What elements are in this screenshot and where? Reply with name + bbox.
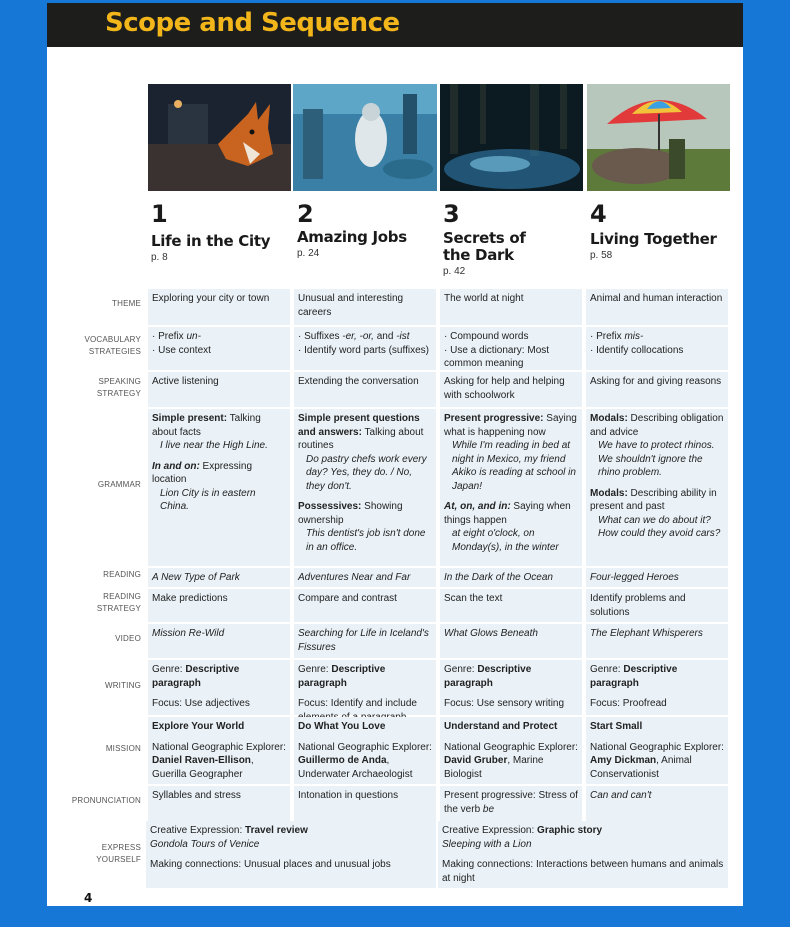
vocab-text: · Use a dictionary: Most common meaning	[444, 344, 550, 369]
row-label-reading-strategy	[47, 591, 141, 615]
grammar-point-title: Possessives:	[298, 501, 362, 512]
vocabulary-cell	[148, 327, 290, 370]
page-title: Scope and Sequence	[105, 8, 400, 38]
grammar-point-title: Modals:	[590, 487, 628, 499]
grammar-example: While I'm reading in bed at night in Mexico, my friend Akiko is reading at school in Japan!	[452, 440, 576, 492]
writing-genre: Descriptive paragraph	[152, 664, 240, 689]
theme-cell: Animal and human interaction	[586, 289, 728, 325]
grammar-point-title: At, on, and in:	[444, 501, 511, 512]
writing-genre-label: Genre:	[444, 664, 478, 675]
row-label-express-line-1: EXPRESS	[101, 843, 141, 852]
grammar-example: We shouldn't ignore the rhino problem.	[598, 453, 703, 478]
row-label-video: VIDEO	[115, 634, 141, 643]
writing-cell	[294, 660, 436, 715]
grammar-point-text: Saying when things happen	[444, 501, 571, 526]
mission-cell	[148, 717, 290, 784]
theme-cell: The world at night	[440, 289, 582, 325]
unit-1-title[interactable]: Life in the City	[151, 232, 271, 250]
pronunciation-cell	[440, 786, 582, 821]
mission-explorer-name: Daniel Raven-Ellison	[152, 755, 251, 766]
writing-focus: Focus: Use adjectives	[152, 698, 250, 709]
reading-strategy-cell: Scan the text	[440, 589, 582, 622]
writing-genre-label: Genre:	[590, 664, 624, 675]
row-label-vocabulary	[47, 334, 141, 358]
vocabulary-cell	[294, 327, 436, 370]
grammar-cell	[148, 409, 290, 566]
writing-genre-label: Genre:	[298, 664, 332, 675]
unit-2-title[interactable]: Amazing Jobs	[297, 228, 407, 246]
mission-cell	[586, 717, 728, 784]
grammar-point-text: Showing ownership	[298, 501, 403, 526]
grammar-point-title: In and on:	[152, 460, 200, 472]
unit-3-page: p. 42	[443, 266, 466, 277]
vocabulary-cell	[440, 327, 582, 370]
reading-strategy-cell: Make predictions	[148, 589, 290, 622]
grammar-cell	[294, 409, 436, 566]
making-connections: Making connections: Unusual places and unusual jobs	[150, 859, 391, 870]
making-connections: Making connections: Interactions between humans and animals at night	[442, 859, 724, 884]
unit-1-page: p. 8	[151, 252, 168, 263]
unit-2-number: 2	[297, 200, 314, 228]
unit-4-page: p. 58	[590, 250, 613, 261]
mission-title: Understand and Protect	[444, 721, 558, 732]
row-label-express-line-2: YOURSELF	[96, 855, 141, 864]
row-label-reading-strategy-line-1: READING	[103, 592, 141, 601]
grammar-point-text: Expressing location	[152, 460, 253, 485]
row-label-speaking-line-1: SPEAKING	[98, 377, 141, 386]
express-yourself-cell	[438, 821, 728, 888]
vocab-text: · Use context	[152, 344, 211, 356]
grammar-example: I live near the High Line.	[160, 440, 268, 451]
creative-expression-label: Creative Expression:	[442, 825, 538, 836]
reading-cell: Four-legged Heroes	[586, 568, 728, 587]
grammar-example: Lion City is in eastern China.	[160, 487, 256, 512]
writing-focus: Focus: Identify and include	[298, 698, 417, 709]
grammar-point-text: Describing obligation and advice	[590, 413, 724, 438]
grammar-point-title: Modals:	[590, 413, 628, 424]
mission-explorer-label: National Geographic Explorer:	[444, 741, 578, 753]
speaking-cell: Extending the conversation	[294, 372, 436, 407]
vocab-text: · Suffixes	[298, 331, 343, 342]
vocab-term: -ist	[396, 331, 410, 342]
row-label-speaking	[47, 376, 141, 400]
pronunciation-cell: Can and can't	[586, 786, 728, 821]
unit-3-title-line-2: the Dark	[443, 246, 514, 264]
pronunciation-cell: Intonation in questions	[294, 786, 436, 821]
unit-4-number: 4	[590, 200, 607, 228]
speaking-cell: Asking for and giving reasons	[586, 372, 728, 407]
vocab-text: · Prefix	[590, 331, 625, 342]
grammar-point-text: Talking about facts	[152, 413, 261, 438]
writing-cell	[586, 660, 728, 715]
mission-cell	[294, 717, 436, 784]
express-yourself-cell	[146, 821, 436, 888]
writing-focus: Focus: Use sensory writing	[444, 698, 565, 709]
grammar-point-title: Present progressive:	[444, 413, 544, 424]
grammar-example: at eight o'clock, on Monday(s), in the winter	[452, 528, 559, 553]
writing-genre: Descriptive paragraph	[298, 664, 386, 689]
row-label-mission: MISSION	[105, 744, 141, 753]
writing-genre: Descriptive paragraph	[444, 664, 532, 689]
unit-2-page: p. 24	[297, 248, 320, 259]
mission-explorer-name: Amy Dickman	[590, 755, 657, 766]
writing-focus: Focus: Proofread	[590, 698, 667, 709]
creative-expression-type: Travel review	[245, 825, 308, 836]
mission-title: Do What You Love	[298, 721, 386, 732]
row-label-vocabulary-line-1: VOCABULARY	[84, 335, 141, 344]
grammar-cell	[440, 409, 582, 566]
grammar-point-title: Simple present:	[152, 413, 228, 424]
reading-cell: In the Dark of the Ocean	[440, 568, 582, 587]
reading-cell: Adventures Near and Far	[294, 568, 436, 587]
mission-explorer-role: , Animal Conservationist	[590, 755, 692, 780]
writing-cell	[148, 660, 290, 715]
speaking-cell: Asking for help and helping with schoolwork	[440, 372, 582, 407]
mission-explorer-name: David Gruber	[444, 755, 508, 766]
reading-strategy-cell: Identify problems and solutions	[586, 589, 728, 622]
pronunciation-cell: Syllables and stress	[148, 786, 290, 821]
writing-genre: Descriptive paragraph	[590, 664, 678, 689]
video-cell[interactable]: Mission Re-Wild	[148, 624, 290, 658]
row-label-writing: WRITING	[104, 681, 141, 690]
row-label-speaking-line-2: STRATEGY	[96, 389, 141, 398]
row-label-express-yourself	[47, 842, 141, 866]
header-bar	[47, 3, 743, 47]
vocab-text: and	[373, 331, 397, 342]
creative-expression-label: Creative Expression:	[150, 825, 246, 836]
row-label-grammar: GRAMMAR	[97, 480, 141, 489]
row-label-theme: THEME	[112, 299, 141, 308]
speaking-cell: Active listening	[148, 372, 290, 407]
grammar-example: What can we do about it?	[598, 514, 711, 526]
creative-expression-title: Sleeping with a Lion	[442, 838, 532, 850]
vocab-term: -er, -or,	[342, 331, 374, 342]
writing-genre-label: Genre:	[152, 664, 186, 675]
row-label-pronunciation: PRONUNCIATION	[71, 796, 141, 805]
grammar-example: Do pastry chefs work every day? Yes, they do. / No, they don't.	[306, 453, 427, 492]
video-cell[interactable]: Searching for Life in Iceland's Fissures	[294, 624, 436, 658]
unit-1-number: 1	[151, 200, 168, 228]
unit-3-number: 3	[443, 200, 460, 228]
pronunciation-term: be	[482, 803, 495, 815]
rhino-umbrella-photo-icon	[587, 84, 730, 191]
scope-and-sequence-page	[47, 3, 743, 906]
reading-cell: A New Type of Park	[148, 568, 290, 587]
video-cell[interactable]: The Elephant Whisperers	[586, 624, 728, 658]
mission-explorer-role: , Guerilla Geographer	[152, 755, 254, 780]
unit-3-title[interactable]	[443, 230, 526, 264]
mission-title: Start Small	[590, 721, 643, 732]
row-label-vocabulary-line-2: STRATEGIES	[88, 347, 141, 356]
diver-aquarium-photo-icon	[293, 84, 437, 191]
creative-expression-type: Graphic story	[537, 825, 603, 836]
vocab-term: un-	[186, 331, 201, 342]
unit-3-title-line-1: Secrets of	[443, 229, 526, 247]
pronunciation-text: Present progressive: Stress of the verb	[444, 790, 578, 815]
reading-strategy-cell: Compare and contrast	[294, 589, 436, 622]
vocab-text: · Identify collocations	[590, 344, 684, 356]
mission-explorer-label: National Geographic Explorer:	[590, 741, 724, 753]
mission-explorer-name: Guillermo de Anda	[298, 755, 387, 766]
creative-expression-title: Gondola Tours of Venice	[150, 838, 260, 850]
row-label-reading: READING	[103, 570, 141, 579]
vocab-text: · Compound words	[444, 331, 529, 342]
vocabulary-cell	[586, 327, 728, 370]
grammar-point-text: Talking about routines	[298, 426, 424, 451]
grammar-point-text: Saying what is happening now	[444, 413, 577, 438]
theme-cell: Unusual and interesting careers	[294, 289, 436, 325]
mission-title: Explore Your World	[152, 721, 245, 732]
vocab-term: mis-	[624, 331, 644, 342]
grammar-point-title: Simple present questions and answers:	[298, 413, 420, 438]
mission-explorer-role: , Underwater Archaeologist	[298, 755, 413, 780]
grammar-cell	[586, 409, 728, 566]
row-label-reading-strategy-line-2: STRATEGY	[96, 604, 141, 613]
grammar-example: We have to protect rhinos.	[598, 440, 715, 451]
mission-explorer-label: National Geographic Explorer:	[298, 741, 432, 753]
glowing-forest-photo-icon	[440, 84, 583, 191]
grammar-example: How could they avoid cars?	[598, 528, 721, 539]
mission-explorer-role: , Marine Biologist	[444, 755, 544, 780]
video-cell[interactable]: What Glows Beneath	[440, 624, 582, 658]
grammar-point-text: Describing ability in present and past	[590, 487, 717, 512]
writing-cell	[440, 660, 582, 715]
page-number: 4	[84, 891, 93, 905]
mission-cell	[440, 717, 582, 784]
vocab-text: · Prefix	[152, 331, 187, 342]
unit-4-title[interactable]: Living Together	[590, 230, 717, 248]
vocab-text: · Identify word parts (suffixes)	[298, 344, 429, 356]
mission-explorer-label: National Geographic Explorer:	[152, 741, 286, 753]
fox-photo-icon	[148, 84, 291, 191]
grammar-example: This dentist's job isn't done in an office.	[306, 528, 426, 553]
theme-cell: Exploring your city or town	[148, 289, 290, 325]
